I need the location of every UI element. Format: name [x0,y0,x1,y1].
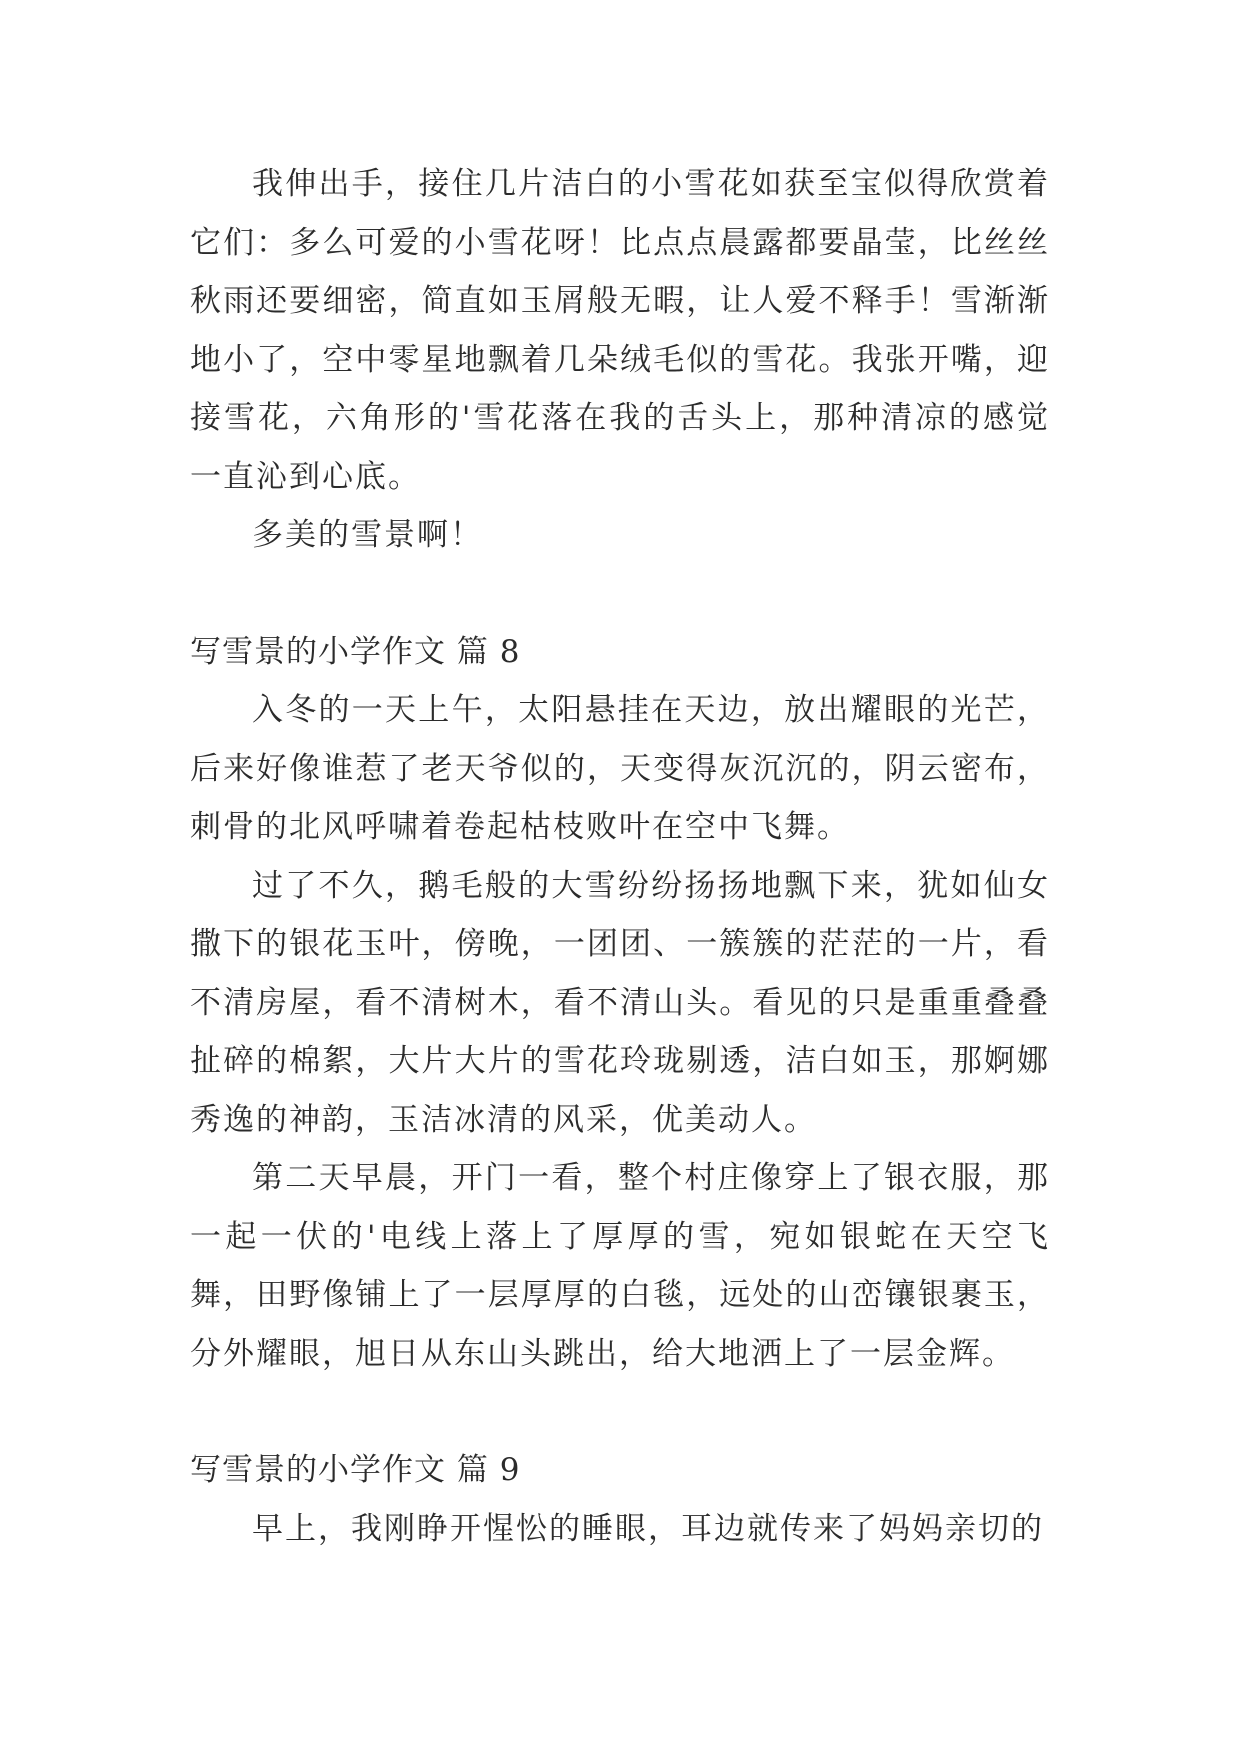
paragraph: 过了不久，鹅毛般的大雪纷纷扬扬地飘下来，犹如仙女撒下的银花玉叶，傍晚，一团团、一簇簇的茫茫的一片，看不清房屋，看不清树木，看不清山头。看见的只是重重叠叠扯碎的棉絮，大片大片的雪花玲珑剔透，洁白如玉，那婀娜秀逸的神韵，玉洁冰清的风采，优美动人。 [190,867,1050,1138]
document-body [190,155,1050,1558]
paragraph: 入冬的一天上午，太阳悬挂在天边，放出耀眼的光芒，后来好像谁惹了老天爷似的，天变得灰沉沉的，阴云密布，刺骨的北风呼啸着卷起枯枝败叶在空中飞舞。 [190,692,1050,845]
paragraph: 第二天早晨，开门一看，整个村庄像穿上了银衣服，那一起一伏的'电线上落上了厚厚的雪，宛如银蛇在天空飞舞，田野像铺上了一层厚厚的白毯，远处的山峦镶银裹玉，分外耀眼，旭日从东山头跳出，给大地洒上了一层金辉。 [190,1160,1050,1372]
section-heading: 写雪景的小学作文 篇 8 [190,633,521,670]
paragraph: 多美的雪景啊！ [252,517,483,553]
paragraph: 早上，我刚睁开惺忪的睡眼，耳边就传来了妈妈亲切的 [252,1510,1044,1547]
paragraph: 我伸出手，接住几片洁白的小雪花如获至宝似得欣赏着它们：多么可爱的小雪花呀！比点点晨露都要晶莹，比丝丝秋雨还要细密，简直如玉屑般无暇，让人爱不释手！雪渐渐地小了，空中零星地飘着几朵绒毛似的雪花。我张开嘴，迎接雪花，六角形的'雪花落在我的舌头上，那种清凉的感觉一直沁到心底。 [190,166,1050,495]
section-heading: 写雪景的小学作文 篇 9 [190,1452,521,1488]
